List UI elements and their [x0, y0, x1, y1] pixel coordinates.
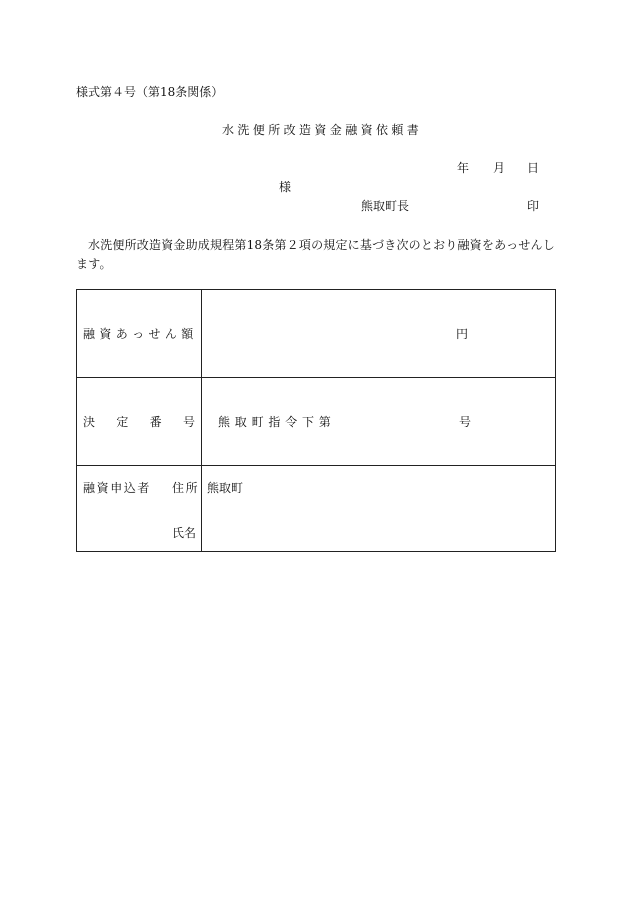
- decision-number-prefix: 熊取町指令下第: [218, 415, 336, 429]
- loan-amount-label: 融資あっせん額: [83, 327, 198, 341]
- table-row-divider: [77, 465, 555, 466]
- form-table: [76, 289, 556, 552]
- decision-label-char: 号: [182, 415, 195, 429]
- decision-number-suffix: 号: [459, 415, 472, 429]
- form-number: 様式第４号（第18条関係）: [76, 85, 224, 99]
- seal-mark: 印: [527, 199, 540, 213]
- decision-label-char: 決: [83, 415, 96, 429]
- decision-label-char: 番: [149, 415, 162, 429]
- address-value: 熊取町: [207, 481, 244, 495]
- date-year-label: 年: [457, 161, 470, 175]
- applicant-label: 融資申込者: [83, 481, 152, 495]
- issuer-name: 熊取町長: [361, 199, 410, 213]
- decision-number-label: [83, 416, 195, 428]
- body-text: 水洗便所改造資金助成規程第18条第２項の規定に基づき次のとおり融資をあっせんします。: [76, 238, 555, 271]
- table-column-divider: [201, 290, 202, 551]
- decision-label-char: 定: [116, 415, 129, 429]
- addressee-suffix: 様: [279, 180, 292, 194]
- date-month-label: 月: [493, 161, 506, 175]
- table-row-divider: [77, 377, 555, 378]
- address-label: 住所: [172, 481, 200, 495]
- name-label: 氏名: [172, 526, 197, 540]
- amount-unit: 円: [456, 327, 469, 341]
- date-day-label: 日: [527, 161, 540, 175]
- document-title: 水洗便所改造資金融資依頼書: [222, 123, 423, 137]
